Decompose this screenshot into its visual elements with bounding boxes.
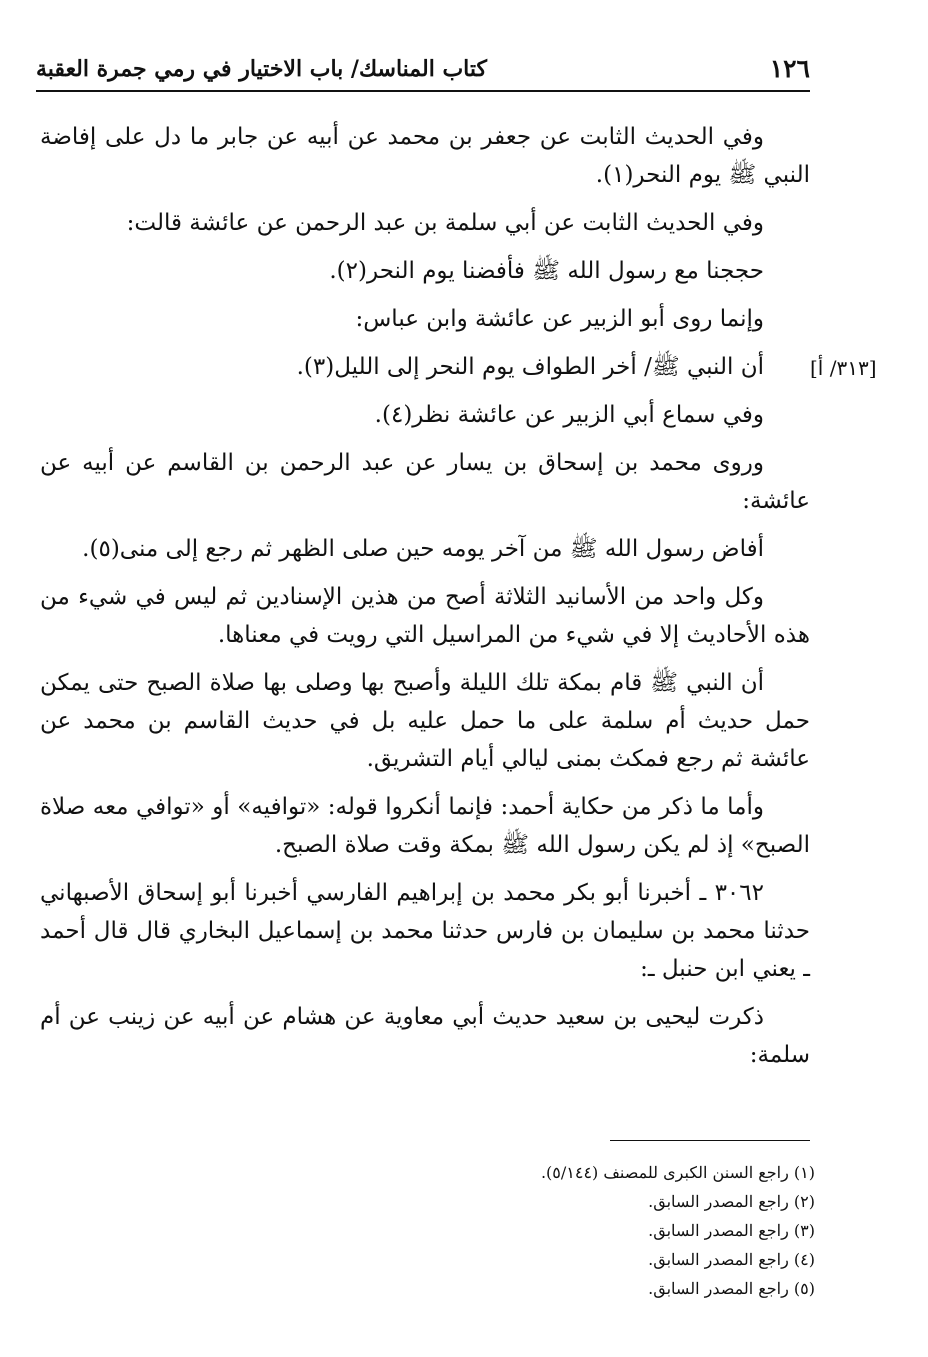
paragraph: وأما ما ذكر من حكاية أحمد: فإنما أنكروا قوله: «توافيه» أو «توافي معه صلاة الصبح» إذ لم يكن رسول الله ﷺ بمكة وقت صلاة الصبح. (40, 794, 810, 858)
footnote: (٢) راجع المصدر السابق. (648, 1192, 815, 1211)
main-text (40, 118, 810, 1084)
footnotes (40, 1158, 815, 1303)
page-header (36, 50, 810, 92)
paragraph: وفي سماع أبي الزبير عن عائشة نظر(٤). (374, 402, 764, 428)
paragraph: وروى محمد بن إسحاق بن يسار عن عبد الرحمن بن القاسم عن أبيه عن عائشة: (40, 450, 810, 514)
quoted-hadith: حججنا مع رسول الله ﷺ فأفضنا يوم النحر(٢). (329, 258, 764, 284)
footnote-separator (610, 1140, 810, 1141)
footnote: (٣) راجع المصدر السابق. (648, 1221, 815, 1240)
page-number: ١٢٦ (769, 54, 810, 83)
paragraph: وإنما روى أبو الزبير عن عائشة وابن عباس: (355, 306, 764, 332)
hadith-number-paragraph: ٣٠٦٢ ـ أخبرنا أبو بكر محمد بن إبراهيم الفارسي أخبرنا أبو إسحاق الأصبهاني حدثنا محمد بن سليمان بن فارس حدثنا محمد بن إسماعيل البخاري قال قال أحمد ـ يعني ابن حنبل ـ: (40, 880, 810, 982)
quoted-hadith: أفاض رسول الله ﷺ من آخر يومه حين صلى الظهر ثم رجع إلى منى(٥). (82, 536, 764, 562)
paragraph: وفي الحديث الثابت عن أبي سلمة بن عبد الرحمن عن عائشة قالت: (126, 210, 764, 236)
paragraph: وكل واحد من الأسانيد الثلاثة أصح من هذين الإسنادين ثم ليس في شيء من هذه الأحاديث إلا في شيء من المراسيل التي رويت في معناها. (40, 584, 810, 648)
footnote: (١) راجع السنن الكبرى للمصنف (٥/١٤٤). (540, 1163, 815, 1182)
margin-manuscript-reference: [٣١٣/ أ] (810, 356, 877, 380)
quoted-hadith: أن النبي ﷺ/ أخر الطواف يوم النحر إلى الليل(٣). (296, 354, 764, 380)
running-title: كتاب المناسك/ باب الاختيار في رمي جمرة العقبة (36, 56, 487, 82)
paragraph: أن النبي ﷺ قام بمكة تلك الليلة وأصبح بها وصلى بها صلاة الصبح حتى يمكن حمل حديث أم سلمة على ما حمل عليه بل في حديث القاسم بن محمد عن عائشة ثم رجع فمكث بمنى ليالي أيام التشريق. (40, 670, 810, 772)
paragraph: ذكرت ليحيى بن سعيد حديث أبي معاوية عن هشام عن أبيه عن زينب عن أم سلمة: (40, 1004, 810, 1068)
footnote: (٤) راجع المصدر السابق. (648, 1250, 815, 1269)
paragraph: وفي الحديث الثابت عن جعفر بن محمد عن أبيه عن جابر ما دل على إفاضة النبي ﷺ يوم النحر(١). (40, 124, 810, 188)
footnote: (٥) راجع المصدر السابق. (648, 1279, 815, 1298)
